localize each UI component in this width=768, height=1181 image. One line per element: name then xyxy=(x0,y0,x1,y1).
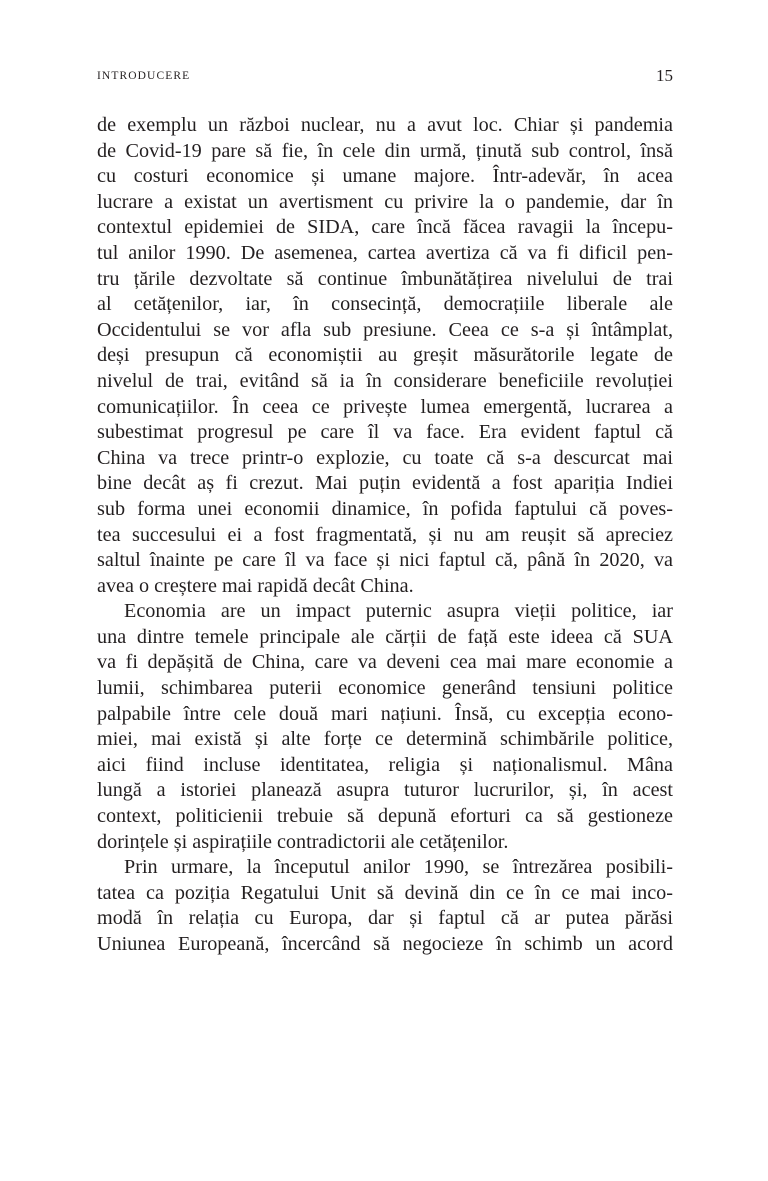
text-line: al cetățenilor, iar, în consecință, democrațiile liberale ale xyxy=(97,293,673,316)
text-line: saltul înainte pe care îl va face și nici faptul că, până în 2020, va xyxy=(97,549,673,572)
text-line: aici fiind incluse identitatea, religia și naționalismul. Mâna xyxy=(97,753,673,776)
text-line: Uniunea Europeană, încercând să negocieze în schimb un acord xyxy=(97,933,673,955)
text-line: sub forma unei economii dinamice, în pofida faptului că poves- xyxy=(97,497,673,520)
text-line: deși presupun că economiștii au greșit măsurătorile legate de xyxy=(97,344,673,367)
page-number: 15 xyxy=(656,66,673,85)
running-head: INTRODUCERE xyxy=(97,70,191,82)
text-line: subestimat progresul pe care îl va face. Era evident faptul că xyxy=(97,421,673,444)
body-text xyxy=(97,113,673,958)
text-line: tea succesului ei a fost fragmentată, și nu am reușit să apreciez xyxy=(97,523,673,546)
text-line: bine decât aș fi crezut. Mai puțin evidentă a fost apariția Indiei xyxy=(97,472,673,495)
text-line: nivelul de trai, evitând să ia în considerare beneficiile revoluției xyxy=(97,369,673,392)
text-line: China va trece printr-o explozie, cu toate că s-a descurcat mai xyxy=(97,446,673,469)
text-line: de exemplu un război nuclear, nu a avut loc. Chiar și pandemia xyxy=(97,114,673,136)
page-header xyxy=(97,66,673,90)
text-line: una dintre temele principale ale cărții de față este ideea că SUA xyxy=(97,625,673,648)
text-line: cu costuri economice și umane majore. Într-adevăr, în acea xyxy=(97,165,673,188)
text-line: dorințele și aspirațiile contradictorii ale cetățenilor. xyxy=(97,830,509,853)
text-line: contextul epidemiei de SIDA, care încă făcea ravagii la începu- xyxy=(97,216,673,239)
text-line: context, politicienii trebuie să depună eforturi ca să gestioneze xyxy=(97,805,673,828)
text-line: de Covid-19 pare să fie, în cele din urmă, ținută sub control, însă xyxy=(97,139,673,162)
text-line: tatea ca poziția Regatului Unit să devină din ce în ce mai inco- xyxy=(97,881,673,904)
text-line: comunicațiilor. În ceea ce privește lumea emergentă, lucrarea a xyxy=(97,395,673,418)
text-line: modă în relația cu Europa, dar și faptul că ar putea părăsi xyxy=(97,907,673,930)
paragraph-3 xyxy=(97,855,673,957)
paragraph-1 xyxy=(97,113,673,599)
text-line: lungă a istoriei planează asupra tuturor lucrurilor, și, în acest xyxy=(97,779,673,802)
text-line: va fi depășită de China, care va deveni cea mai mare economie a xyxy=(97,651,673,674)
text-line: tul anilor 1990. De asemenea, cartea avertiza că va fi dificil pen- xyxy=(97,241,673,264)
text-line: Economia are un impact puternic asupra vieții politice, iar xyxy=(124,600,673,623)
paragraph-2 xyxy=(97,599,673,855)
text-line: miei, mai există și alte forțe ce determină schimbările politice, xyxy=(97,728,673,751)
text-line: avea o creștere mai rapidă decât China. xyxy=(97,574,414,597)
text-line: Occidentului se vor afla sub presiune. Ceea ce s-a și întâmplat, xyxy=(97,318,673,341)
text-line: lumii, schimbarea puterii economice generând tensiuni politice xyxy=(97,677,673,700)
text-line: palpabile între cele două mari națiuni. Însă, cu excepția econo- xyxy=(97,702,673,725)
text-line: tru țările dezvoltate să continue îmbunătățirea nivelului de trai xyxy=(97,267,673,290)
text-line: Prin urmare, la începutul anilor 1990, se întrezărea posibili- xyxy=(124,856,673,879)
text-line: lucrare a existat un avertisment cu privire la o pandemie, dar în xyxy=(97,190,673,213)
